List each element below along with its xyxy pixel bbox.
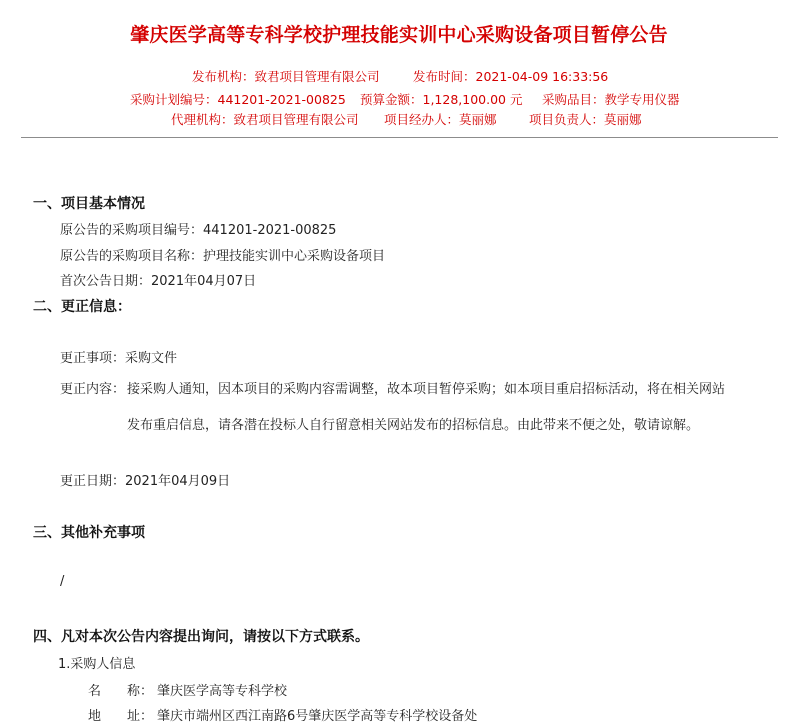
plan-number: 采购计划编号：441201-2021-00825	[130, 92, 346, 107]
correction-content-line-2: 发布重启信息，请各潜在投标人自行留意相关网站发布的招标信息。由此带来不便之处，敬请谅解。	[127, 418, 700, 433]
original-project-number: 原公告的采购项目编号：441201-2021-00825	[60, 223, 337, 238]
section-2-heading: 二、更正信息：	[33, 299, 131, 315]
purchaser-name: 肇庆医学高等专科学校	[157, 684, 288, 699]
budget-amount: 预算金额：1,128,100.00 元	[360, 92, 523, 107]
section-1-heading: 一、项目基本情况	[33, 196, 145, 212]
correction-content-label: 更正内容：	[60, 382, 126, 397]
purchaser-name-label: 名 称：	[88, 684, 154, 699]
agency: 代理机构：致君项目管理有限公司	[171, 112, 359, 127]
supplementary-content: /	[60, 574, 65, 589]
correction-date: 更正日期：2021年04月09日	[60, 474, 231, 489]
procurement-category: 采购品目：教学专用仪器	[542, 92, 680, 107]
purchaser-address-label: 地 址：	[88, 709, 154, 724]
correction-item: 更正事项：采购文件	[60, 351, 178, 366]
section-3-heading: 三、其他补充事项	[33, 525, 145, 541]
project-leader: 项目负责人：莫丽娜	[529, 112, 642, 127]
publisher: 发布机构：致君项目管理有限公司	[192, 69, 380, 84]
publish-time: 发布时间：2021-04-09 16:33:56	[413, 69, 609, 84]
project-manager: 项目经办人：莫丽娜	[384, 112, 497, 127]
header-divider	[21, 137, 778, 138]
first-announce-date: 首次公告日期：2021年04月07日	[60, 274, 257, 289]
correction-content-line-1: 接采购人通知，因本项目的采购内容需调整，故本项目暂停采购；如本项目重启招标活动，将在相关网站	[127, 382, 726, 397]
original-project-name: 原公告的采购项目名称：护理技能实训中心采购设备项目	[60, 249, 386, 264]
purchaser-address: 肇庆市端州区西江南路6号肇庆医学高等专科学校设备处	[157, 709, 478, 724]
purchaser-info-heading: 1.采购人信息	[58, 657, 136, 672]
section-4-heading: 四、凡对本次公告内容提出询问，请按以下方式联系。	[33, 629, 369, 645]
notice-title: 肇庆医学高等专科学校护理技能实训中心采购设备项目暂停公告	[130, 24, 668, 46]
